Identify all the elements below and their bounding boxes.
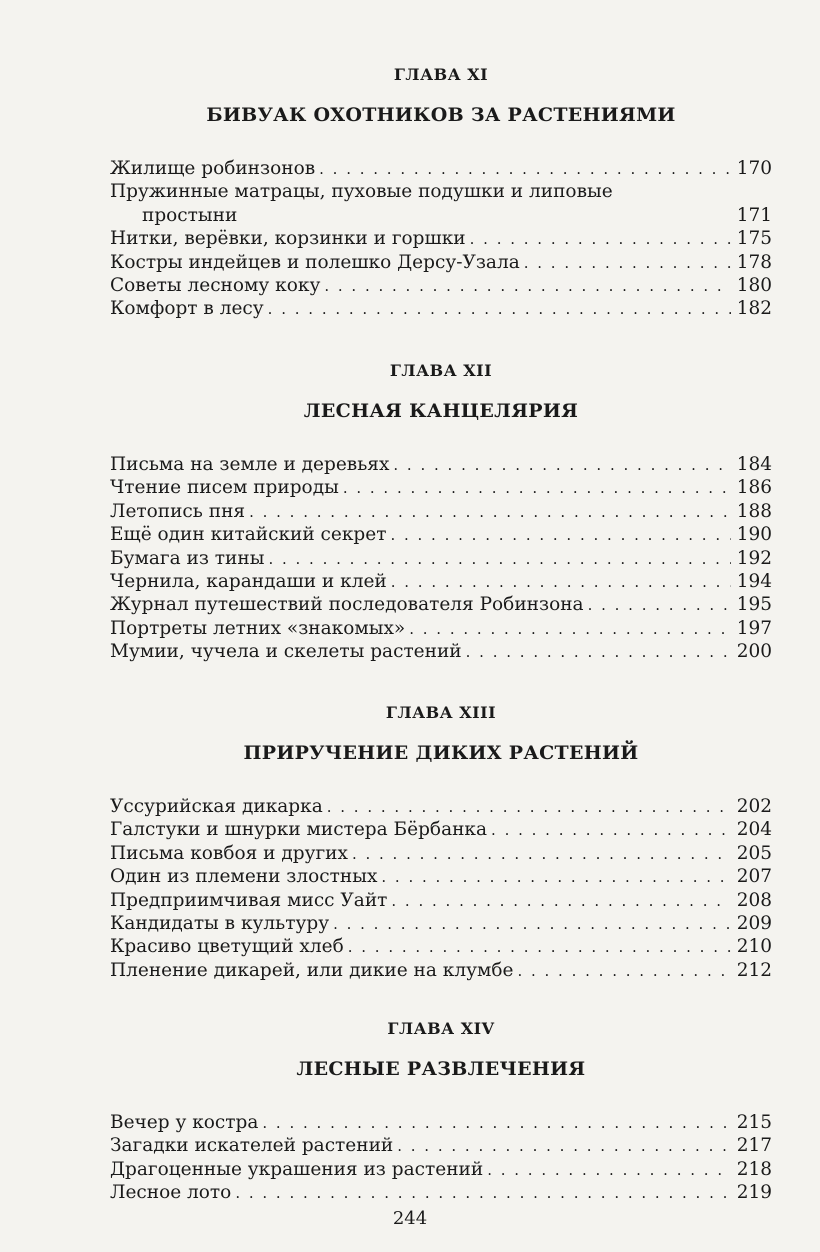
page-number: 244 — [392, 1208, 428, 1229]
leader-dots — [397, 1135, 730, 1158]
leader-dots — [235, 1182, 730, 1205]
entry-title: Письма ковбоя и других — [110, 842, 348, 864]
toc-list — [110, 795, 772, 982]
toc-entry — [110, 297, 772, 320]
entry-page: 188 — [736, 500, 772, 522]
entry-title: Ещё один китайский секрет — [110, 524, 387, 546]
chapter-label: ГЛАВА XI — [393, 65, 489, 84]
entry-page: 178 — [736, 251, 772, 273]
entry-page: 200 — [736, 641, 772, 663]
leader-dots — [517, 960, 730, 983]
leader-dots — [588, 594, 731, 617]
toc-entry — [110, 547, 772, 570]
entry-title: Журнал путешествий последователя Робинзона — [110, 594, 584, 616]
toc-entry — [110, 157, 772, 180]
entry-page: 194 — [736, 570, 772, 592]
toc-entry — [110, 959, 772, 982]
entry-title: Пленение дикарей, или дикие на клумбе — [110, 959, 514, 981]
entry-page: 184 — [736, 454, 772, 475]
entry-page: 190 — [736, 524, 772, 546]
entry-title: Уссурийская дикарка — [110, 796, 323, 817]
leader-dots — [249, 501, 731, 524]
leader-dots — [333, 913, 731, 936]
entry-title: Загадки искателей растений — [110, 1135, 394, 1157]
toc-entry — [110, 795, 772, 818]
leader-dots — [470, 228, 731, 251]
entry-title: Мумии, чучела и скелеты растений — [110, 641, 462, 663]
toc-entry — [110, 865, 772, 888]
leader-dots — [327, 796, 731, 819]
chapter-title: БИВУАК ОХОТНИКОВ ЗА РАСТЕНИЯМИ — [206, 104, 676, 126]
toc-entry — [110, 1158, 772, 1181]
entry-page: 205 — [736, 842, 772, 864]
entry-title: Галстуки и шнурки мистера Бёрбанка — [110, 819, 488, 841]
toc-entry — [110, 935, 772, 958]
toc-entry — [110, 570, 772, 593]
chapter-title: ЛЕСНЫЕ РАЗВЛЕЧЕНИЯ — [296, 1058, 586, 1080]
entry-page: 182 — [736, 298, 772, 320]
entry-page: 202 — [736, 796, 772, 817]
leader-dots — [324, 275, 730, 298]
entry-page: 218 — [736, 1158, 772, 1180]
toc-entry — [110, 818, 772, 841]
toc-entry — [110, 476, 772, 499]
entry-page: 180 — [736, 274, 772, 296]
entry-title: Советы лесному коку — [110, 274, 321, 296]
chapter-title: ПРИРУЧЕНИЕ ДИКИХ РАСТЕНИЙ — [243, 742, 639, 764]
entry-title: Портреты летних «знакомых» — [110, 617, 406, 639]
entry-page: 197 — [736, 617, 772, 639]
entry-page: 175 — [736, 228, 772, 250]
chapter-label: ГЛАВА XIII — [385, 703, 497, 722]
leader-dots — [524, 252, 731, 275]
leader-dots — [391, 571, 731, 594]
entry-title: Предприимчивая мисс Уайт — [110, 889, 388, 911]
entry-title: Кандидаты в культуру — [110, 912, 330, 934]
chapter-xii — [110, 360, 772, 664]
toc-entry — [110, 912, 772, 935]
chapter-xi — [110, 64, 772, 321]
leader-dots — [391, 890, 730, 913]
entry-page: 208 — [736, 889, 772, 911]
leader-dots — [409, 618, 730, 641]
leader-dots — [343, 477, 731, 500]
entry-page: 209 — [736, 912, 772, 934]
toc-entry — [110, 617, 772, 640]
entry-title-line2: простыни — [142, 204, 238, 226]
leader-dots — [466, 641, 731, 664]
leader-dots — [393, 454, 730, 477]
chapter-title: ЛЕСНАЯ КАНЦЕЛЯРИЯ — [303, 400, 579, 422]
entry-title: Лесное лото — [110, 1182, 232, 1204]
entry-title: Жилище робинзонов — [110, 158, 316, 179]
toc-entry — [110, 251, 772, 274]
entry-title: Красиво цветущий хлеб — [110, 936, 344, 958]
toc-entry — [110, 274, 772, 297]
leader-dots — [491, 819, 731, 842]
chapter-label: ГЛАВА XII — [389, 361, 493, 380]
toc-entry — [110, 180, 772, 227]
chapter-xiii — [110, 702, 772, 982]
entry-title: Вечер у костра — [110, 1112, 259, 1133]
toc-entry — [110, 523, 772, 546]
leader-dots — [390, 524, 730, 547]
toc-entry — [110, 593, 772, 616]
entry-title: Нитки, верёвки, корзинки и горшки — [110, 228, 466, 250]
leader-dots — [381, 866, 730, 889]
leader-dots — [487, 1159, 730, 1182]
leader-dots — [348, 936, 731, 959]
entry-title: Чтение писем природы — [110, 477, 339, 499]
chapter-label: ГЛАВА XIV — [387, 1019, 495, 1038]
entry-title: Костры индейцев и полешко Дерсу-Узала — [110, 251, 520, 273]
toc-list — [110, 1111, 772, 1205]
entry-page: 217 — [736, 1135, 772, 1157]
entry-title: Письма на земле и деревьях — [110, 454, 390, 475]
leader-dots — [268, 298, 731, 321]
toc-entry — [110, 1111, 772, 1134]
toc-list — [110, 157, 772, 321]
entry-page: 186 — [736, 477, 772, 499]
toc-entry — [110, 842, 772, 865]
entry-page: 210 — [736, 936, 772, 958]
entry-page: 195 — [736, 594, 772, 616]
entry-page: 170 — [736, 158, 772, 179]
toc-entry — [110, 500, 772, 523]
toc-entry — [110, 453, 772, 476]
entry-title: Чернила, карандаши и клей — [110, 570, 387, 592]
entry-title-line1: Пружинные матрацы, пуховые подушки и липовые — [110, 181, 613, 203]
entry-page: 215 — [736, 1112, 772, 1133]
toc-entry — [110, 640, 772, 663]
leader-dots — [262, 1112, 730, 1135]
entry-title: Летопись пня — [110, 500, 246, 522]
toc-entry — [110, 227, 772, 250]
toc-entry — [110, 1181, 772, 1204]
entry-title: Бумага из тины — [110, 547, 265, 569]
entry-title: Драгоценные украшения из растений — [110, 1158, 484, 1180]
entry-page: 171 — [736, 204, 772, 226]
toc-list — [110, 453, 772, 664]
entry-page: 204 — [736, 819, 772, 841]
toc-entry — [110, 1134, 772, 1157]
leader-dots — [352, 843, 731, 866]
entry-page: 192 — [736, 547, 772, 569]
entry-page: 207 — [736, 866, 772, 888]
leader-dots — [268, 548, 730, 571]
entry-title: Комфорт в лесу — [110, 298, 264, 320]
entry-title: Один из племени злостных — [110, 866, 378, 888]
entry-page: 212 — [736, 959, 772, 981]
leader-dots — [319, 158, 731, 181]
entry-page: 219 — [736, 1182, 772, 1204]
chapter-xiv — [110, 1018, 772, 1205]
toc-entry — [110, 889, 772, 912]
